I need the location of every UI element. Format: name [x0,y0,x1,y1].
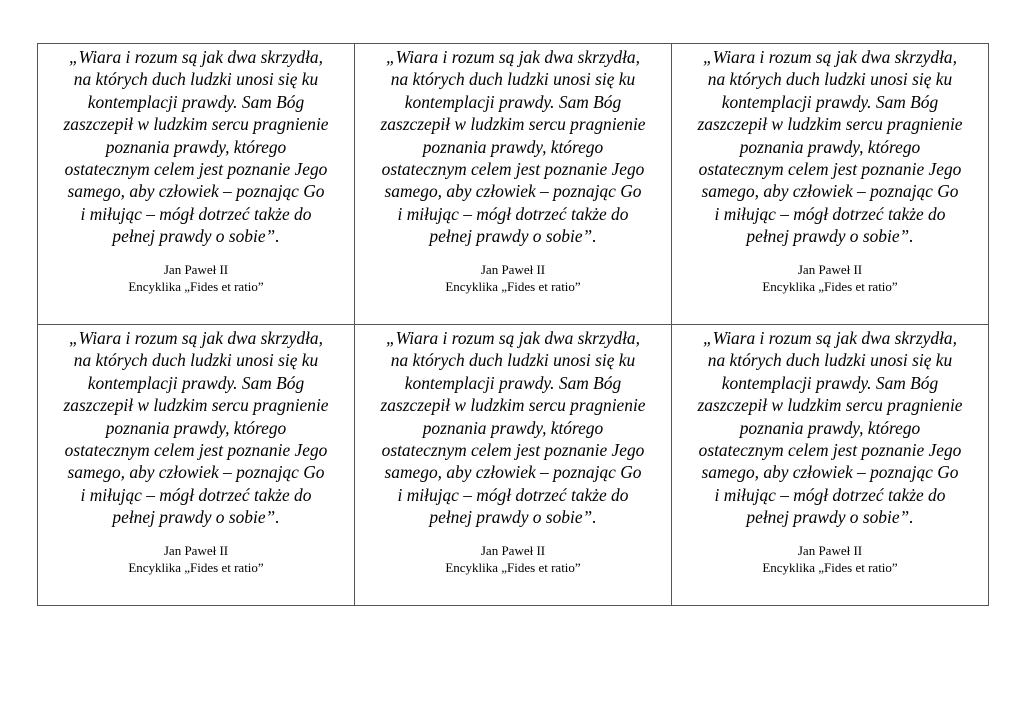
quote-card [38,325,355,606]
card-row [38,44,989,325]
quote-source: Encyklika „Fides et ratio” [762,559,898,575]
quote-author: Jan Paweł II [163,542,229,558]
quote-source: Encyklika „Fides et ratio” [128,559,264,575]
quote-source: Encyklika „Fides et ratio” [128,278,264,294]
quote-text: „Wiara i rozum są jak dwa skrzydła, na których duch ludzki unosi się ku kontemplacji prawdy. Sam Bóg zaszczepił w ludzkim sercu pragnienie poznania prawdy, którego ostatecznym celem jest poznanie Jego samego, aby człowiek – poznając Go i miłując – mógł dotrzeć także do pełnej prawdy o sobie”. [697,328,963,528]
quote-text: „Wiara i rozum są jak dwa skrzydła, na których duch ludzki unosi się ku kontemplacji prawdy. Sam Bóg zaszczepił w ludzkim sercu pragnienie poznania prawdy, którego ostatecznym celem jest poznanie Jego samego, aby człowiek – poznając Go i miłując – mógł dotrzeć także do pełnej prawdy o sobie”. [380,328,646,528]
quote-card [355,44,672,325]
quote-author: Jan Paweł II [163,261,229,277]
quote-card [38,44,355,325]
quote-text: „Wiara i rozum są jak dwa skrzydła, na których duch ludzki unosi się ku kontemplacji prawdy. Sam Bóg zaszczepił w ludzkim sercu pragnienie poznania prawdy, którego ostatecznym celem jest poznanie Jego samego, aby człowiek – poznając Go i miłując – mógł dotrzeć także do pełnej prawdy o sobie”. [63,328,329,528]
quote-source: Encyklika „Fides et ratio” [445,559,581,575]
quote-card [672,325,989,606]
quote-author: Jan Paweł II [797,542,863,558]
quote-author: Jan Paweł II [480,542,546,558]
quote-source: Encyklika „Fides et ratio” [762,278,898,294]
card-row [38,325,989,606]
quote-card [355,325,672,606]
quote-author: Jan Paweł II [480,261,546,277]
quote-card [672,44,989,325]
quote-text: „Wiara i rozum są jak dwa skrzydła, na których duch ludzki unosi się ku kontemplacji prawdy. Sam Bóg zaszczepił w ludzkim sercu pragnienie poznania prawdy, którego ostatecznym celem jest poznanie Jego samego, aby człowiek – poznając Go i miłując – mógł dotrzeć także do pełnej prawdy o sobie”. [63,47,329,247]
quote-card-grid [37,43,989,606]
quote-author: Jan Paweł II [797,261,863,277]
quote-text: „Wiara i rozum są jak dwa skrzydła, na których duch ludzki unosi się ku kontemplacji prawdy. Sam Bóg zaszczepił w ludzkim sercu pragnienie poznania prawdy, którego ostatecznym celem jest poznanie Jego samego, aby człowiek – poznając Go i miłując – mógł dotrzeć także do pełnej prawdy o sobie”. [380,47,646,247]
quote-text: „Wiara i rozum są jak dwa skrzydła, na których duch ludzki unosi się ku kontemplacji prawdy. Sam Bóg zaszczepił w ludzkim sercu pragnienie poznania prawdy, którego ostatecznym celem jest poznanie Jego samego, aby człowiek – poznając Go i miłując – mógł dotrzeć także do pełnej prawdy o sobie”. [697,47,963,247]
quote-source: Encyklika „Fides et ratio” [445,278,581,294]
